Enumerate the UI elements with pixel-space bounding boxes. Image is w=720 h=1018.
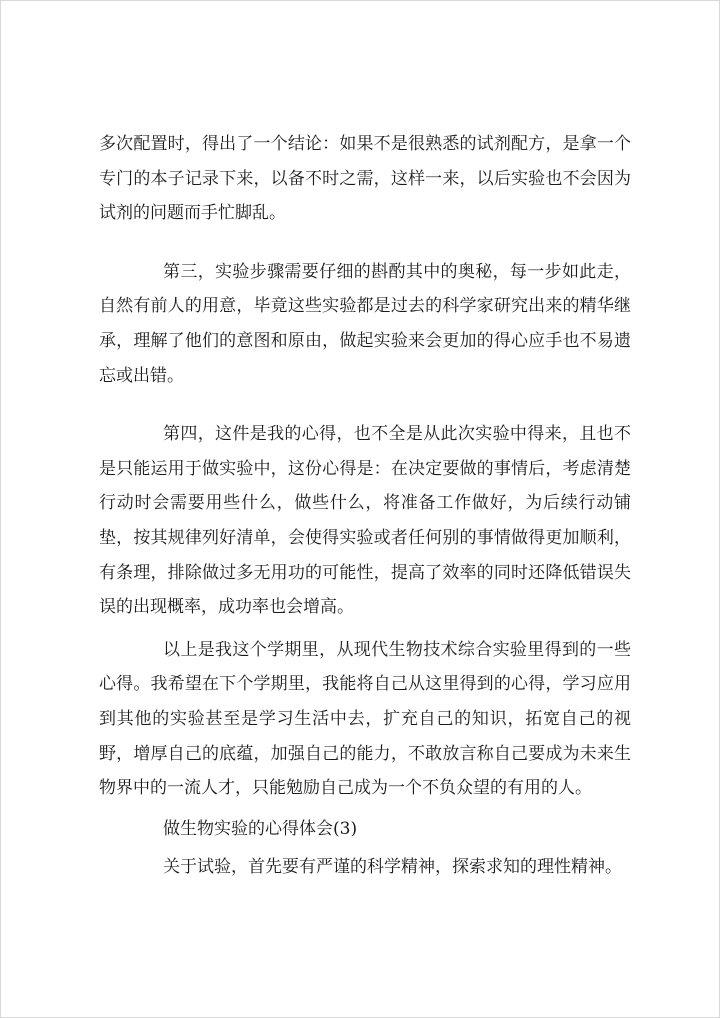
section-heading: 做生物实验的心得体会(3)	[163, 818, 358, 839]
document-body	[99, 127, 631, 884]
paragraph-continuation: 多次配置时，得出了一个结论：如果不是很熟悉的试剂配方，是拿一个专门的本子记录下来，以备不时之需，这样一来，以后实验也不会因为试剂的问题而手忙脚乱。	[99, 134, 631, 224]
paragraph-intro: 关于试验，首先要有严谨的科学精神，探索求知的理性精神。	[163, 856, 622, 877]
paragraph-third-point: 第三，实验步骤需要仔细的斟酌其中的奥秘，每一步如此走，自然有前人的用意，毕竟这些实验都是过去的科学家研究出来的精华继承，理解了他们的意图和原由，做起实验来会更加的得心应手也不易遗忘或出错。	[99, 261, 631, 386]
paragraph-fourth-point: 第四，这件是我的心得，也不全是从此次实验中得来，且也不是只能运用于做实验中，这份心得是：在决定要做的事情后，考虑清楚行动时会需要用些什么，做些什么，将准备工作做好，为后续行动铺垫，按其规律列好清单，会使得实验或者任何别的事情做得更加顺利，有条理，排除做过多无用功的可能性，提高了效率的同时还降低错误失误的出现概率，成功率也会增高。	[99, 424, 631, 618]
paragraph-summary: 以上是我这个学期里，从现代生物技术综合实验里得到的一些心得。我希望在下个学期里，我能将自己从这里得到的心得，学习应用到其他的实验甚至是学习生活中去，扩充自己的知识，拓宽自己的视野，增厚自己的底蕴，加强自己的能力，不敢放言称自己要成为未来生物界中的一流人才，只能勉励自己成为一个不负众望的有用的人。	[99, 639, 631, 799]
